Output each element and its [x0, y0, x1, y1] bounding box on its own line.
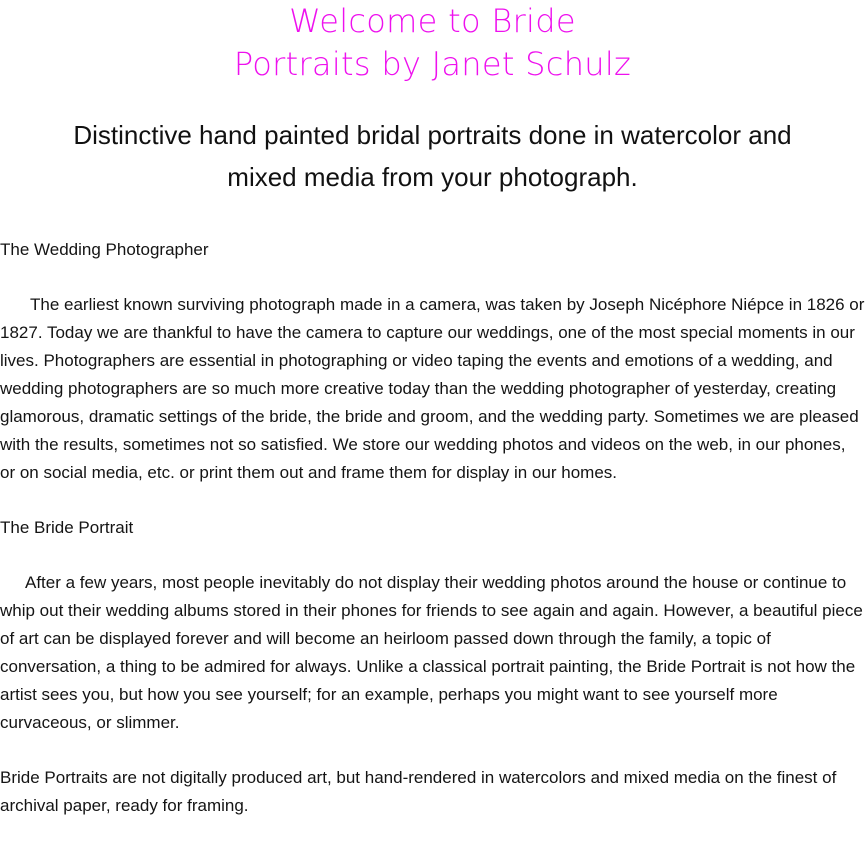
tagline-line-2: mixed media from your photograph. — [227, 162, 638, 192]
page-title-line-2: Portraits by Janet Schulz — [233, 45, 632, 83]
spacer — [0, 542, 865, 569]
spacer — [0, 264, 865, 291]
spacer — [0, 487, 865, 514]
closing-paragraph: Bride Portraits are not digitally produced art, but hand-rendered in watercolors and mixed media on the finest of archival paper, ready for framing. — [0, 768, 837, 815]
spacer — [0, 737, 865, 764]
section-paragraph-bride-portrait — [0, 569, 865, 737]
section-heading-wedding-photographer: The Wedding Photographer — [0, 240, 209, 259]
paragraph-text: After a few years, most people inevitably do not display their wedding photos around the house or continue to whip out their wedding albums stored in their phones for friends to see again and again. However, a beautiful piece of art can be displayed forever and will become an heirloom passed down through the family, a topic of conversation, a thing to be admired for always. Unlike a classical portrait painting, the Bride Portrait is not how the artist sees you, but how you see yourself; for an example, perhaps you might want to see yourself more curvaceous, or slimmer. — [0, 573, 863, 732]
tagline-line-1: Distinctive hand painted bridal portraits done in watercolor and — [73, 120, 792, 150]
paragraph-text: The earliest known surviving photograph made in a camera, was taken by Joseph Nicéphore Niépce in 1826 or 1827. Today we are thankful to have the camera to capture our weddings, one of the most special moments in our lives. Photographers are essential in photographing or video taping the events and emotions of a wedding, and wedding photographers are so much more creative today than the wedding photographer of yesterday, creating glamorous, dramatic settings of the bride, the bride and groom, and the wedding party. Sometimes we are pleased with the results, sometimes not so satisfied. We store our wedding photos and videos on the web, in our phones, or on social media, etc. or print them out and frame them for display in our homes. — [0, 295, 865, 482]
section-paragraph-wedding-photographer — [0, 291, 865, 487]
article-body — [0, 236, 865, 820]
section-heading-bride-portrait: The Bride Portrait — [0, 518, 134, 537]
page-title — [0, 0, 865, 86]
page-title-line-1: Welcome to Bride — [289, 2, 576, 40]
tagline — [0, 114, 865, 198]
